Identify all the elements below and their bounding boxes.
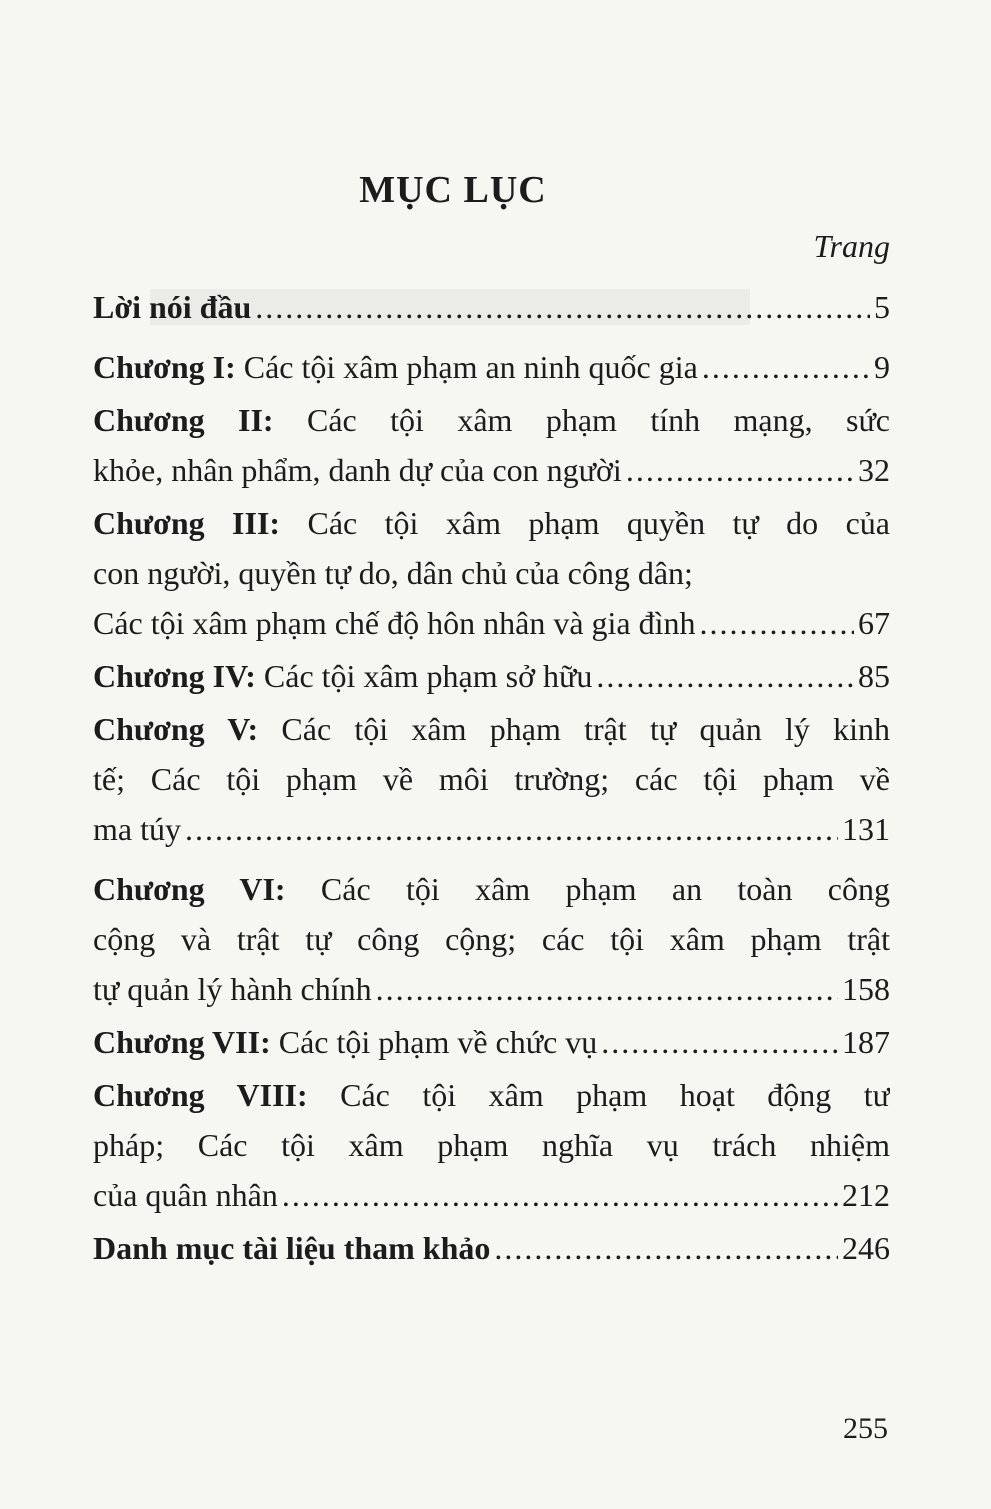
toc-entry-text: Các tội xâm phạm tính mạng, sức: [273, 402, 890, 438]
toc-entry-page: 131: [842, 811, 890, 847]
table-of-contents: [93, 282, 890, 1273]
dot-leader: [255, 282, 870, 332]
toc-entry-page: 187: [842, 1024, 890, 1060]
toc-entry-text: khỏe, nhân phẩm, danh dự của con người: [93, 452, 622, 488]
toc-entry-label: Lời nói đầu: [93, 289, 252, 325]
dot-leader: [626, 445, 854, 495]
toc-entry-label: Chương VII:: [93, 1024, 271, 1060]
toc-entry-text: Các tội xâm phạm an toàn công: [285, 871, 890, 907]
toc-entry-text: Các tội xâm phạm sở hữu: [255, 658, 593, 694]
toc-entry-chapter-3: [93, 498, 890, 648]
toc-entry-text: cộng và trật tự công cộng; các tội xâm phạm trật: [93, 921, 890, 957]
toc-entry-chapter-7: [93, 1017, 890, 1067]
dot-leader: [596, 651, 854, 701]
toc-entry-chapter-1: [93, 342, 890, 392]
toc-entry-page: 246: [842, 1230, 890, 1266]
toc-entry-references: [93, 1223, 890, 1273]
toc-entry-label: Chương V:: [93, 711, 259, 747]
toc-entry-page: 212: [842, 1177, 890, 1213]
toc-entry-label: Chương VIII:: [93, 1077, 308, 1113]
toc-entry-page: 158: [842, 971, 890, 1007]
page-number: 255: [843, 1412, 888, 1445]
dot-leader: [185, 804, 838, 854]
toc-entry-text: ma túy: [93, 811, 181, 847]
toc-entry-text: của quân nhân: [93, 1177, 278, 1213]
toc-entry-chapter-6: [93, 864, 890, 1014]
dot-leader: [494, 1223, 838, 1273]
toc-entry-page: 67: [858, 605, 890, 641]
toc-entry-page: 9: [874, 349, 890, 385]
toc-entry-label: Chương I:: [93, 349, 236, 385]
toc-entry-text: Các tội xâm phạm quyền tự do của: [280, 505, 890, 541]
dot-leader: [376, 964, 838, 1014]
toc-entry-page: 85: [858, 658, 890, 694]
toc-entry-label: Danh mục tài liệu tham khảo: [93, 1230, 491, 1266]
toc-entry-text: Các tội phạm về chức vụ: [270, 1024, 598, 1060]
page-title: MỤC LỤC: [359, 169, 547, 211]
toc-entry-chapter-5: [93, 704, 890, 854]
toc-entry-text: Các tội xâm phạm hoạt động tư: [307, 1077, 890, 1113]
toc-entry-page: 5: [874, 289, 890, 325]
toc-entry-text: tự quản lý hành chính: [93, 971, 372, 1007]
dot-leader: [282, 1170, 838, 1220]
toc-entry-text: pháp; Các tội xâm phạm nghĩa vụ trách nhiệm: [93, 1127, 890, 1163]
dot-leader: [700, 598, 854, 648]
toc-entry-chapter-4: [93, 651, 890, 701]
toc-entry-label: Chương IV:: [93, 658, 256, 694]
page-column-label: Trang: [813, 228, 890, 264]
toc-entry-chapter-8: [93, 1070, 890, 1220]
toc-entry-page: 32: [858, 452, 890, 488]
dot-leader: [702, 342, 870, 392]
toc-entry-text: Các tội xâm phạm chế độ hôn nhân và gia đình: [93, 605, 696, 641]
toc-entry-text: tế; Các tội phạm về môi trường; các tội phạm về: [93, 761, 890, 797]
toc-entry-text: con người, quyền tự do, dân chủ của công dân;: [93, 555, 693, 591]
toc-entry-chapter-2: [93, 395, 890, 495]
toc-entry-preface: [93, 282, 890, 332]
toc-entry-label: Chương III:: [93, 505, 281, 541]
dot-leader: [601, 1017, 838, 1067]
toc-entry-text: Các tội xâm phạm trật tự quản lý kinh: [258, 711, 890, 747]
toc-entry-text: Các tội xâm phạm an ninh quốc gia: [235, 349, 698, 385]
toc-entry-label: Chương II:: [93, 402, 274, 438]
toc-entry-label: Chương VI:: [93, 871, 286, 907]
